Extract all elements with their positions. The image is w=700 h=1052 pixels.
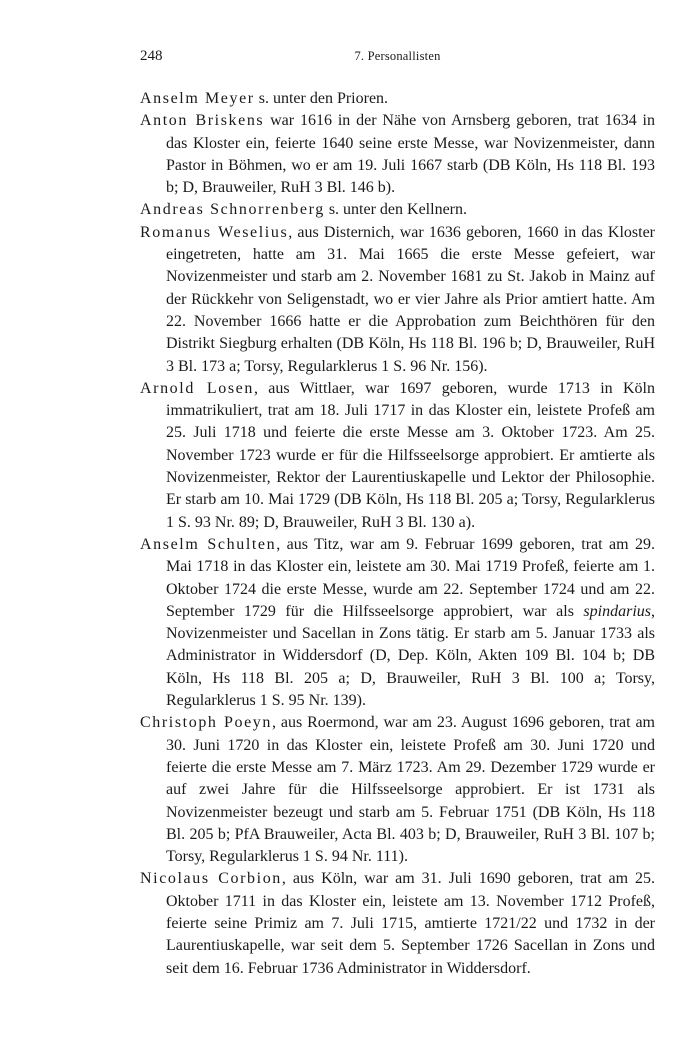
entry-text: s. unter den Kellnern. bbox=[324, 201, 467, 219]
entry-name: Andreas Schnorrenberg bbox=[140, 201, 325, 219]
entry-text: s. unter den Prioren. bbox=[254, 90, 389, 107]
entry-andreas-schnorrenberg bbox=[140, 199, 655, 221]
entry-name: Anselm Meyer bbox=[140, 90, 255, 107]
running-head bbox=[140, 48, 655, 70]
entry-arnold-losen bbox=[140, 378, 655, 534]
chapter-title: 7. Personallisten bbox=[354, 49, 441, 63]
book-page bbox=[140, 48, 655, 980]
entry-name: Nicolaus Corbion bbox=[140, 870, 282, 888]
entry-list bbox=[140, 88, 655, 980]
entry-nicolaus-corbion bbox=[140, 868, 655, 979]
entry-name: Arnold Losen bbox=[140, 379, 254, 397]
entry-text: , aus Roermond, war am 23. August 1696 geboren, trat am 30. Juni 1720 in das Kloster ein, leistete Profeß am 30. Juni 1720 und feierte die erste Messe am 7. März 1723. Am 29. Dezember 1729 wurde er auf zwei Jahre für die Hilfsseelsorge approbiert. Er ist 1731 als Novizenmeister bezeugt und starb am 5. Februar 1751 (DB Köln, Hs 118 Bl. 205 b; PfA Brauweiler, Acta Bl. 403 b; D, Brauweiler, RuH 3 Bl. 107 b; Torsy, Regularklerus 1 S. 94 Nr. 111). bbox=[166, 714, 655, 866]
entry-text: , aus Wittlaer, war 1697 geboren, wurde 1713 in Köln immatrikuliert, trat am 18. Juli 1717 in das Kloster ein, leistete Profeß am 25. Juli 1718 und feierte die erste Messe am 3. Oktober 1723. Am 25. November 1723 wurde er für die Hilfsseelsorge approbiert. Er amtierte als Novizenmeister, Rektor der Laurentiuskapelle und Lektor der Philosophie. Er starb am 10. Mai 1729 (DB Köln, Hs 118 Bl. 205 a; Torsy, Regularklerus 1 S. 93 Nr. 89; D, Brauweiler, RuH 3 Bl. 130 a). bbox=[166, 379, 655, 531]
entry-text: , aus Titz, war am 9. Februar 1699 geboren, trat am 29. Mai 1718 in das Kloster ein, leistete am 30. Mai 1719 Profeß, feierte am 1. Oktober 1724 die erste Messe, wurde am 22. September 1724 und am 22. September 1729 für die Hilfsseelsorge approbiert, war als bbox=[166, 535, 656, 620]
entry-christoph-poeyn bbox=[140, 712, 655, 868]
entry-text: war 1616 in der Nähe von Arnsberg geboren, trat 1634 in das Kloster ein, feierte 1640 seine erste Messe, war Novizenmeister, dann Pastor in Böhmen, wo er am 19. Juli 1667 starb (DB Köln, Hs 118 Bl. 193 b; D, Brauweiler, RuH 3 Bl. 146 b). bbox=[166, 112, 655, 197]
entry-name: Anselm Schulten bbox=[140, 535, 277, 553]
entry-name: Romanus Weselius bbox=[140, 223, 289, 241]
entry-anselm-meyer bbox=[140, 88, 655, 110]
entry-anton-briskens bbox=[140, 110, 655, 199]
entry-name: Anton Briskens bbox=[140, 112, 265, 130]
entry-romanus-weselius bbox=[140, 222, 655, 378]
entry-name: Christoph Poeyn bbox=[140, 714, 273, 732]
entry-text: , Novizenmeister und Sacellan in Zons tätig. Er starb am 5. Januar 1733 als Administrator in Widdersdorf (D, Dep. Köln, Akten 109 Bl. 104 b; DB Köln, Hs 118 Bl. 205 a; D, Brauweiler, RuH 3 Bl. 100 a; Torsy, Regularklerus 1 S. 95 Nr. 139). bbox=[166, 602, 655, 710]
page-number: 248 bbox=[140, 48, 163, 64]
entry-text: , aus Disternich, war 1636 geboren, 1660 in das Kloster eingetreten, hatte am 31. Mai 1665 die erste Messe gefeiert, war Novizenmeister und starb am 2. November 1681 zu St. Jakob in Mainz auf der Rückkehr von Seligenstadt, wo er vier Jahre als Prior amtiert hatte. Am 22. November 1666 hatte er die Approbation zum Beichthören für den Distrikt Siegburg erhalten (DB Köln, Hs 118 Bl. 196 b; D, Brauweiler, RuH 3 Bl. 173 a; Torsy, Regularklerus 1 S. 96 Nr. 156). bbox=[166, 223, 655, 375]
entry-italic-term: spindarius bbox=[583, 602, 651, 620]
entry-anselm-schulten bbox=[140, 534, 655, 712]
entry-text: , aus Köln, war am 31. Juli 1690 geboren, trat am 25. Oktober 1711 in das Kloster ein, leistete am 13. November 1712 Profeß, feierte seine Primiz am 7. Juli 1715, amtierte 1721/22 und 1732 in der Laurentiuskapelle, war seit dem 5. September 1726 Sacellan in Zons und seit dem 16. Februar 1736 Administrator in Widdersdorf. bbox=[166, 870, 656, 977]
